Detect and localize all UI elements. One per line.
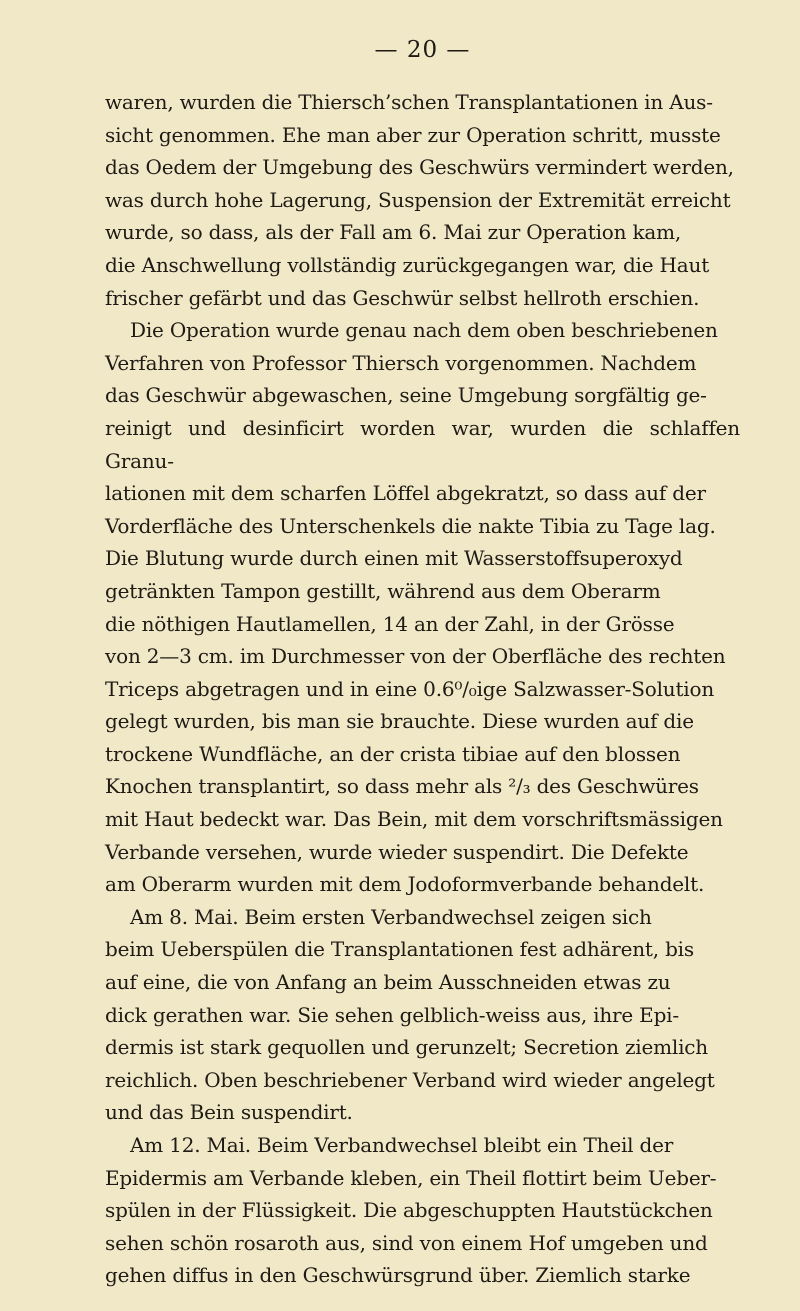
text-line: Verbande versehen, wurde wieder suspendirt. Die Defekte [105, 839, 689, 864]
text-line: waren, wurden die Thiersch’schen Transplantationen in Aus- [105, 90, 713, 114]
text-line: von 2—3 cm. im Durchmesser von der Oberfläche des rechten [105, 644, 726, 669]
text-line: dick gerathen war. Sie sehen gelblich-weiss aus, ihre Epi- [105, 1002, 679, 1027]
paragraph-1 [105, 86, 740, 314]
text-line: dermis ist stark gequollen und gerunzelt; Secretion ziemlich [105, 1035, 708, 1060]
page-number: — 20 — [374, 37, 471, 63]
text-line: die nöthigen Hautlamellen, 14 an der Zahl, in der Grösse [105, 611, 675, 636]
text-line: mit Haut bedeckt war. Das Bein, mit dem vorschriftsmässigen [105, 807, 723, 832]
paragraph-3 [105, 901, 740, 1129]
text-line: Triceps abgetragen und in eine 0.6⁰/₀ige Salzwasser-Solution [105, 676, 715, 701]
text-line: getränkten Tampon gestillt, während aus dem Oberarm [105, 578, 661, 603]
text-line: Die Operation wurde genau nach dem oben beschriebenen [130, 318, 718, 343]
text-line: Verfahren von Professor Thiersch vorgenommen. Nachdem [105, 350, 697, 375]
text-line: was durch hohe Lagerung, Suspension der Extremität erreicht [105, 187, 731, 212]
text-line: Vorderfläche des Unterschenkels die nakte Tibia zu Tage lag. [105, 513, 716, 538]
text-line: reichlich. Oben beschriebener Verband wird wieder angelegt [105, 1067, 715, 1092]
text-line: frischer gefärbt und das Geschwür selbst hellroth erschien. [105, 285, 700, 310]
text-line: Am 12. Mai. Beim Verbandwechsel bleibt ein Theil der [130, 1133, 674, 1157]
text-line: lationen mit dem scharfen Löffel abgekratzt, so dass auf der [105, 481, 706, 506]
paragraph-2 [105, 314, 740, 901]
text-line: die Anschwellung vollständig zurückgegangen war, die Haut [105, 252, 710, 277]
text-line: wurde, so dass, als der Fall am 6. Mai zur Operation kam, [105, 220, 682, 245]
text-line: am Oberarm wurden mit dem Jodoformverbande behandelt. [105, 872, 705, 897]
text-line: spülen in der Flüssigkeit. Die abgeschuppten Hautstückchen [105, 1198, 713, 1223]
text-line: Am 8. Mai. Beim ersten Verbandwechsel zeigen sich [130, 904, 652, 929]
text-line: trockene Wundfläche, an der crista tibiae auf den blossen [105, 741, 681, 766]
text-line: Die Blutung wurde durch einen mit Wasserstoffsuperoxyd [105, 546, 683, 571]
text-line: Knochen transplantirt, so dass mehr als ²/₃ des Geschwüres [105, 774, 699, 799]
text-line: reinigt und desinficirt worden war, wurden die schlaffen Granu- [105, 415, 740, 473]
text-line: beim Ueberspülen die Transplantationen fest adhärent, bis [105, 937, 694, 962]
text-line: gelegt wurden, bis man sie brauchte. Diese wurden auf die [105, 709, 694, 734]
paragraph-4 [105, 1129, 740, 1292]
text-line: sicht genommen. Ehe man aber zur Operation schritt, musste [105, 122, 721, 147]
text-line: sehen schön rosaroth aus, sind von einem Hof umgeben und [105, 1230, 708, 1255]
text-line: auf eine, die von Anfang an beim Ausschneiden etwas zu [105, 970, 671, 995]
text-line: gehen diffus in den Geschwürsgrund über. Ziemlich starke [105, 1263, 691, 1288]
text-line: Epidermis am Verbande kleben, ein Theil flottirt beim Ueber- [105, 1165, 717, 1190]
text-line: und das Bein suspendirt. [105, 1100, 353, 1125]
text-line: das Oedem der Umgebung des Geschwürs vermindert werden, [105, 155, 734, 180]
text-line: das Geschwür abgewaschen, seine Umgebung sorgfältig ge- [105, 383, 707, 408]
